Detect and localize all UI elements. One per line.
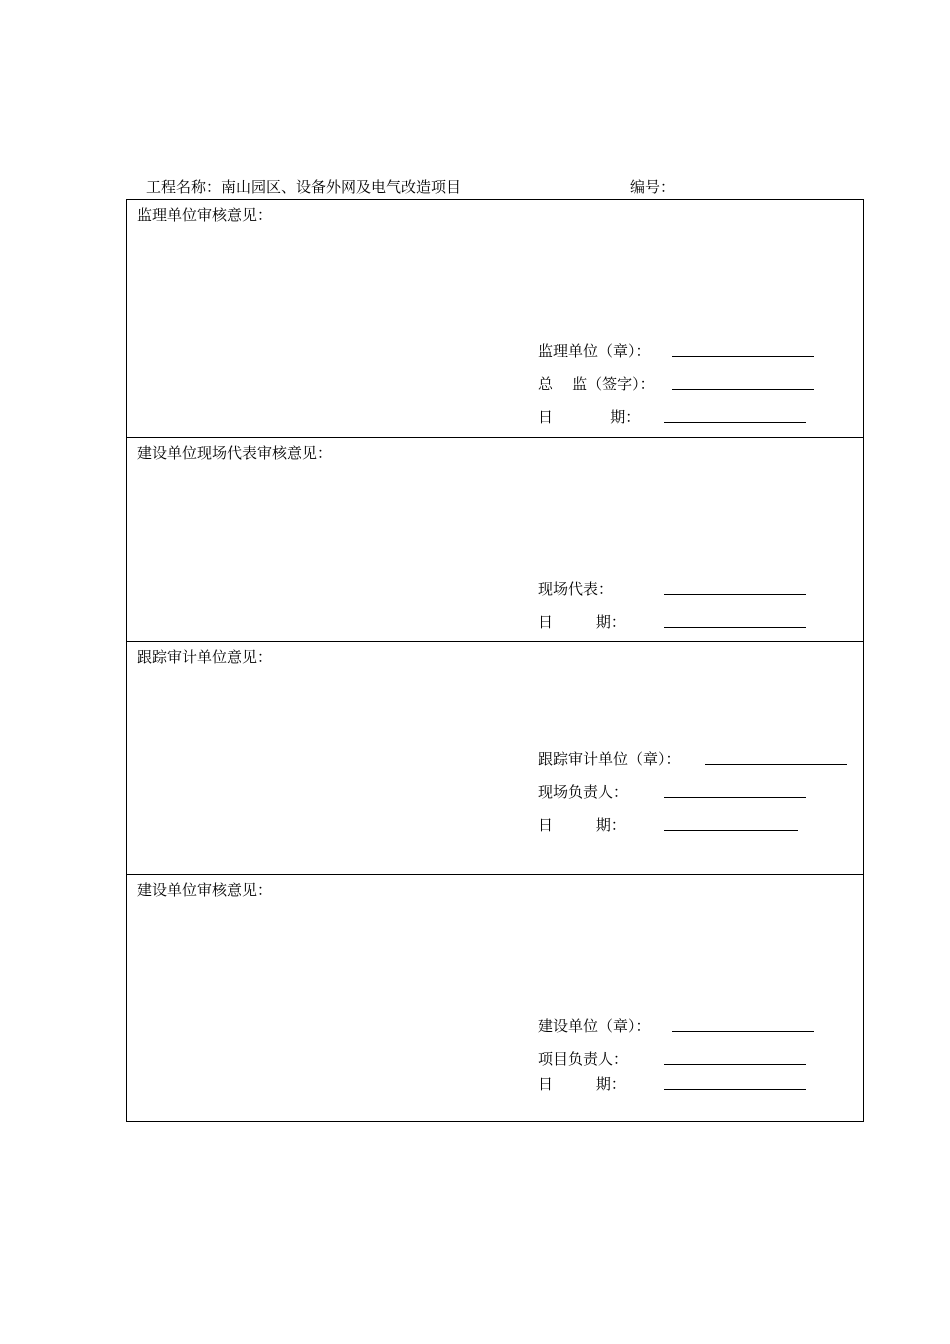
sign-label: 建设单位（章）： bbox=[538, 1017, 651, 1035]
sign-label: 日 期： bbox=[538, 1075, 626, 1093]
sign-label: 总 监（签字）： bbox=[538, 375, 655, 393]
sign-label: 项目负责人： bbox=[538, 1050, 629, 1068]
sign-label: 日 期： bbox=[538, 613, 626, 631]
sign-label: 现场代表： bbox=[538, 580, 614, 598]
signature-line[interactable] bbox=[672, 1031, 814, 1032]
date-line[interactable] bbox=[664, 830, 798, 831]
sign-label: 日 期： bbox=[538, 816, 626, 834]
section-title: 建设单位审核意见： bbox=[137, 881, 273, 899]
section-title: 跟踪审计单位意见： bbox=[137, 648, 273, 666]
signature-line[interactable] bbox=[664, 594, 806, 595]
section-site-representative bbox=[127, 438, 863, 642]
signature-line[interactable] bbox=[672, 356, 814, 357]
signature-line[interactable] bbox=[664, 1064, 806, 1065]
section-supervision bbox=[127, 200, 863, 438]
sign-label: 跟踪审计单位（章）： bbox=[538, 750, 681, 768]
form-header bbox=[146, 176, 862, 196]
project-name: 工程名称：南山园区、设备外网及电气改造项目 bbox=[146, 178, 462, 196]
sign-label: 监理单位（章）： bbox=[538, 342, 651, 360]
date-line[interactable] bbox=[664, 422, 806, 423]
sign-label: 日 期： bbox=[538, 408, 641, 426]
form-number: 编号： bbox=[630, 178, 676, 196]
section-owner-approval bbox=[127, 875, 863, 1122]
section-tracking-audit bbox=[127, 642, 863, 875]
sign-label: 现场负责人： bbox=[538, 783, 629, 801]
date-line[interactable] bbox=[664, 1089, 806, 1090]
signature-line[interactable] bbox=[705, 764, 847, 765]
section-title: 建设单位现场代表审核意见： bbox=[137, 444, 333, 462]
approval-form-table bbox=[126, 199, 864, 1122]
signature-line[interactable] bbox=[672, 389, 814, 390]
section-title: 监理单位审核意见： bbox=[137, 206, 273, 224]
date-line[interactable] bbox=[664, 627, 806, 628]
signature-line[interactable] bbox=[664, 797, 806, 798]
